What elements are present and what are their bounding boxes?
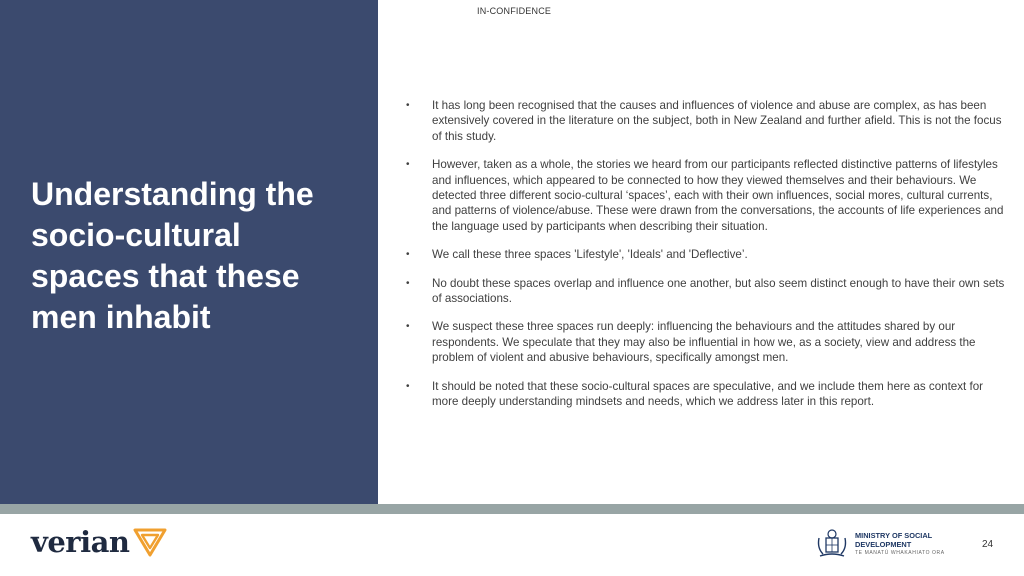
bullet-icon: •	[406, 100, 410, 111]
bullet-item	[405, 98, 1005, 144]
bullet-text: We call these three spaces 'Lifestyle', 'Ideals' and 'Deflective’.	[432, 248, 748, 262]
bullet-item	[405, 247, 1005, 262]
bullet-icon: •	[406, 249, 410, 261]
verian-chevron-icon	[133, 527, 167, 557]
title-panel	[0, 0, 378, 504]
nz-coat-of-arms-icon	[815, 528, 849, 560]
bullet-item	[405, 379, 1005, 410]
bullet-text: It should be noted that these socio-cultural spaces are speculative, and we include them here as context for more deeply understanding mindsets and needs, which we address later in this report.	[432, 379, 984, 409]
bullet-icon: •	[406, 159, 410, 171]
msd-logo	[815, 528, 945, 560]
bullet-text: It has long been recognised that the causes and influences of violence and abuse are complex, as has been extensively covered in the literature on the subject, both in New Zealand and further afield. This is not the focus of this study.	[432, 99, 1002, 143]
slide-title: Understanding the socio-cultural spaces that these men inhabit	[31, 176, 314, 335]
footer-divider	[0, 504, 1024, 514]
classification-label: IN-CONFIDENCE	[477, 6, 552, 16]
bullet-text: No doubt these spaces overlap and influence one another, but also seem distinct enough to have their own sets of associations.	[432, 276, 1005, 306]
msd-name-line1: MINISTRY OF SOCIAL	[855, 531, 933, 540]
bullet-item	[405, 276, 1005, 307]
bullet-icon: •	[406, 277, 410, 289]
bullet-text: However, taken as a whole, the stories we heard from our participants reflected distinctive patterns of lifestyles and influences, which appeared to be connected to how they viewed themselves and their behaviours. We detected three different socio-cultural ‘spaces’, each with their own influences, social mores, cultural currents, and patterns of violence/abuse. These were drawn from the conversations, the accounts of life experiences and the language used by participants when describing their situation.	[432, 158, 1004, 233]
verian-logo	[31, 524, 167, 560]
bullet-icon: •	[406, 321, 410, 333]
bullet-icon: •	[406, 380, 410, 392]
bullet-item	[405, 157, 1005, 234]
bullet-item	[405, 319, 1005, 365]
bullet-list	[405, 98, 1005, 423]
bullet-text: We suspect these three spaces run deeply: influencing the behaviours and the attitudes shared by our respondents. We speculate that they may also be influential in how we, as a society, view and address the problem of violent and abusive behaviours, specifically amongst men.	[432, 320, 976, 365]
msd-maori-name: TE MANATŪ WHAKAHIATO ORA	[855, 550, 945, 556]
verian-wordmark: verian	[31, 525, 130, 559]
msd-name-line2: DEVELOPMENT	[855, 540, 912, 549]
page-number: 24	[982, 539, 994, 550]
msd-text	[855, 531, 945, 557]
